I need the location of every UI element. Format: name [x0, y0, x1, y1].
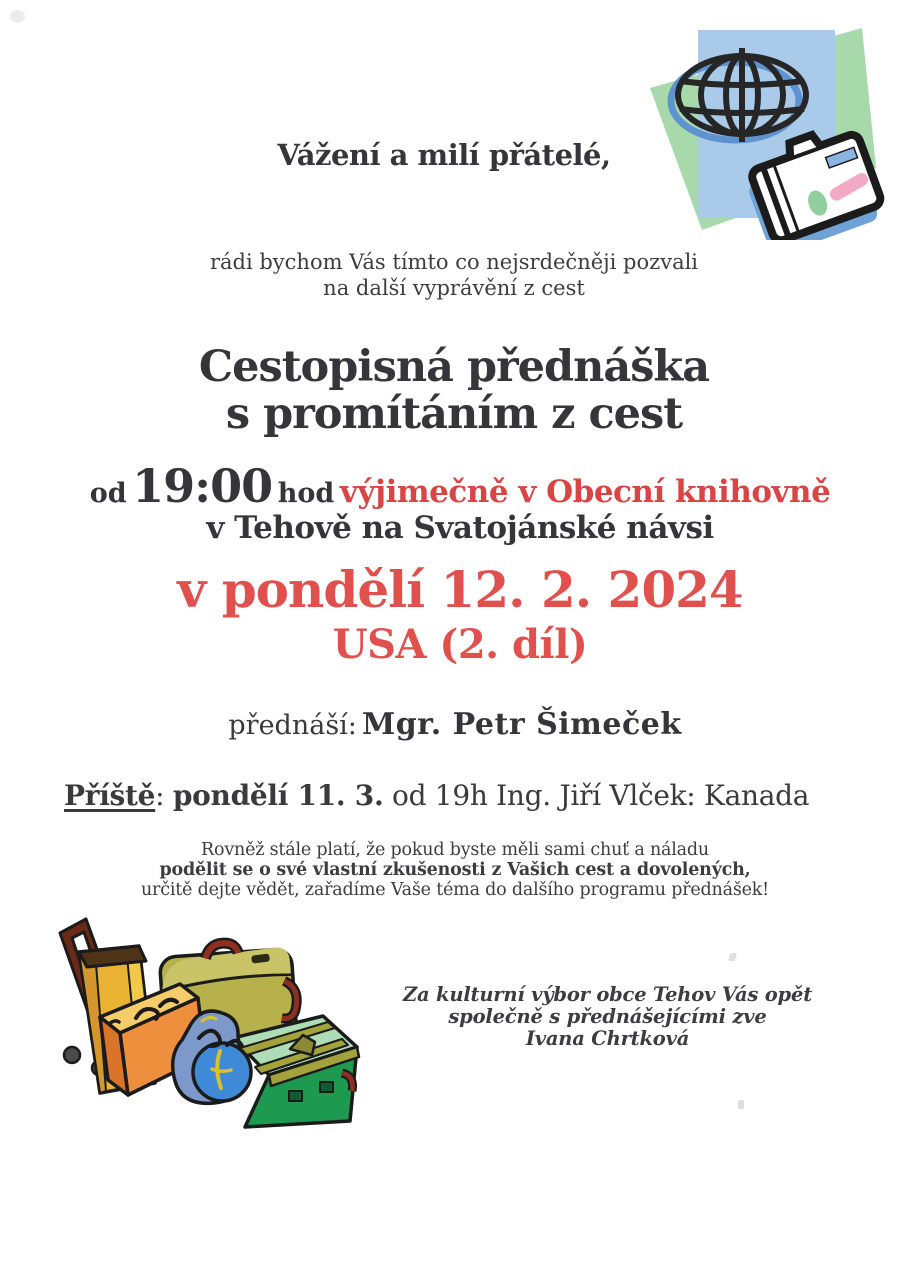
- event-title: [9, 344, 899, 438]
- location-line: v Tehově na Svatojánské návsi: [206, 510, 714, 546]
- note-paragraph: [10, 840, 900, 900]
- signature-line-3: Ivana Chrtková: [525, 1027, 690, 1051]
- scan-artifact: [10, 10, 25, 23]
- note-line-3: určitě dejte vědět, zařadíme Vaše téma do dalšího programu přednášek!: [140, 880, 769, 901]
- signature-block: [380, 984, 835, 1050]
- greeting-heading: Vážení a milí přátelé,: [277, 138, 611, 172]
- event-topic: USA (2. díl): [332, 621, 588, 668]
- next-event-details: od 19h Ing. Jiří Vlček: Kanada: [383, 779, 810, 812]
- lecturer-line: [10, 707, 900, 742]
- next-event-line: [64, 779, 809, 812]
- location-highlight: výjimečně v Obecní knihovně: [339, 474, 831, 510]
- luggage-pile-clipart: [42, 905, 372, 1137]
- next-event-colon: :: [155, 779, 173, 812]
- lecturer-label: přednáší:: [228, 710, 357, 741]
- scan-artifact: [728, 953, 737, 961]
- next-event-label: Příště: [64, 779, 156, 812]
- event-title-line-1: Cestopisná přednáška: [198, 342, 710, 392]
- time-prefix: od: [89, 478, 127, 509]
- scan-artifact: [738, 1100, 744, 1109]
- event-title-line-2: s promítáním z cest: [225, 388, 683, 439]
- next-event-date: pondělí 11. 3.: [172, 779, 384, 812]
- intro-line-2: na další vyprávění z cest: [323, 275, 585, 300]
- time-location-line: [20, 459, 900, 513]
- globe-and-suitcase-clipart: [645, 25, 890, 240]
- intro-text: [8, 250, 900, 301]
- time-unit: hod: [277, 478, 335, 509]
- time-value: 19:00: [132, 459, 273, 513]
- lecturer-name: Mgr. Petr Šimeček: [362, 707, 682, 742]
- event-date: v pondělí 12. 2. 2024: [177, 560, 743, 619]
- intro-line-1: rádi bychom Vás tímto co nejsrdečněji pozvali: [209, 250, 699, 274]
- note-line-1: Rovněž stále platí, že pokud byste měli sami chuť a náladu: [201, 840, 709, 860]
- signature-line-2: společně s přednášejícími zve: [448, 1005, 767, 1029]
- note-line-2: podělit se o své vlastní zkušenosti z Vašich cest a dovolených,: [159, 860, 751, 881]
- signature-line-1: Za kulturní výbor obce Tehov Vás opět: [402, 983, 813, 1006]
